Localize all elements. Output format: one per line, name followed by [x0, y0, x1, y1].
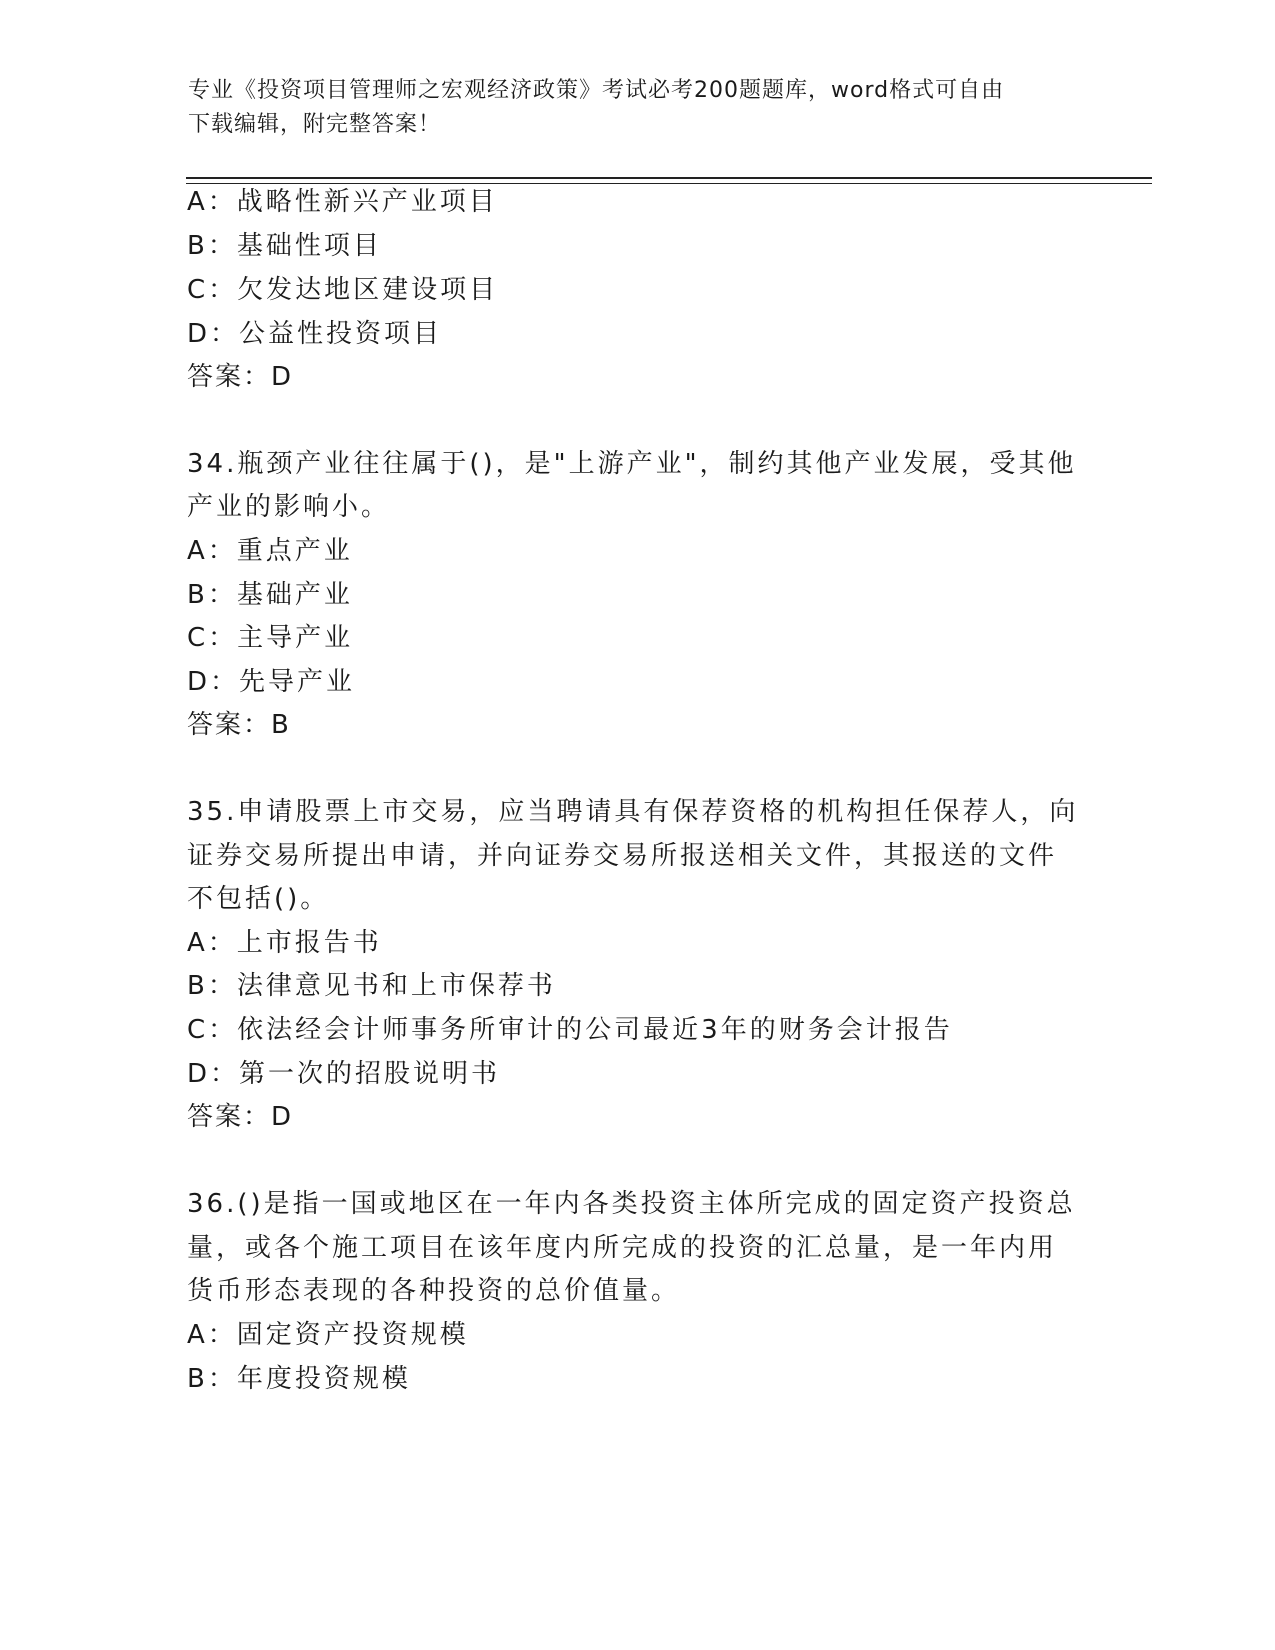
q33-option-d: D：公益性投资项目 — [187, 319, 443, 349]
q33-option-a: A：战略性新兴产业项目 — [187, 187, 498, 217]
header-line-1: 专业《投资项目管理师之宏观经济政策》考试必考200题题库，word格式可自由 — [188, 78, 1005, 103]
q33-option-b: B：基础性项目 — [187, 231, 382, 261]
q34-option-b: B：基础产业 — [187, 580, 353, 610]
q34-option-d: D：先导产业 — [187, 667, 356, 697]
q35-stem-line-2: 证券交易所提出申请，并向证券交易所报送相关文件，其报送的文件 — [187, 841, 1058, 871]
q34-option-a: A：重点产业 — [187, 536, 353, 566]
header-divider-thick — [186, 177, 1152, 179]
q35-option-c: C：依法经会计师事务所审计的公司最近3年的财务会计报告 — [187, 1015, 953, 1045]
q34-stem-line-2: 产业的影响小。 — [187, 492, 391, 522]
q33-option-c: C：欠发达地区建设项目 — [187, 275, 499, 305]
q34-option-c: C：主导产业 — [187, 623, 354, 653]
q35-stem-line-3: 不包括()。 — [187, 884, 330, 914]
q35-stem-line-1: 35.申请股票上市交易，应当聘请具有保荐资格的机构担任保荐人，向 — [187, 797, 1079, 827]
q36-stem-line-2: 量，或各个施工项目在该年度内所完成的投资的汇总量，是一年内用 — [187, 1233, 1058, 1263]
q35-option-a: A：上市报告书 — [187, 928, 382, 958]
q35-answer: 答案：D — [187, 1102, 294, 1132]
q36-option-a: A：固定资产投资规模 — [187, 1320, 469, 1350]
q35-option-b: B：法律意见书和上市保荐书 — [187, 971, 556, 1001]
q36-option-b: B：年度投资规模 — [187, 1364, 411, 1394]
q34-stem-line-1: 34.瓶颈产业往往属于()，是"上游产业"，制约其他产业发展，受其他 — [187, 449, 1077, 479]
q36-stem-line-1: 36.()是指一国或地区在一年内各类投资主体所完成的固定资产投资总 — [187, 1189, 1076, 1219]
q33-answer: 答案：D — [187, 362, 294, 392]
q36-stem-line-3: 货币形态表现的各种投资的总价值量。 — [187, 1276, 681, 1306]
q34-answer: 答案：B — [187, 710, 291, 740]
header-divider-thin — [186, 183, 1152, 184]
header-line-2: 下载编辑，附完整答案！ — [188, 112, 442, 137]
document-header — [188, 74, 1088, 142]
q35-option-d: D：第一次的招股说明书 — [187, 1059, 501, 1089]
